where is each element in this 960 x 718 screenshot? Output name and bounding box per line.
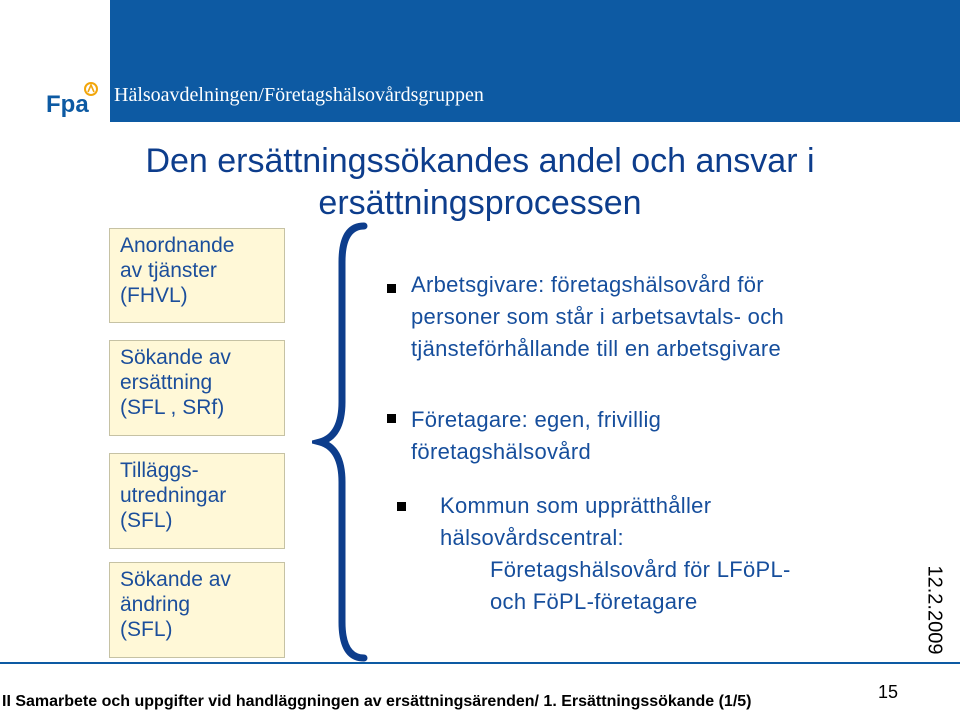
page-number: 15	[878, 682, 899, 702]
stage-line: Tilläggs-	[120, 459, 199, 482]
bullet-line: och FöPL-företagare	[490, 589, 698, 614]
slide-date	[914, 560, 954, 660]
stage-line: Sökande av	[120, 568, 231, 591]
stage-line: ändring	[120, 593, 191, 616]
bullet-line: tjänsteförhållande till en arbetsgivare	[411, 336, 782, 361]
bullet-line: personer som står i arbetsavtals- och	[411, 304, 785, 329]
page-title	[60, 140, 900, 224]
page-title-line2: ersättningsprocessen	[318, 184, 642, 222]
bullet-kommun	[440, 490, 791, 618]
stage-box-fhvl	[109, 228, 285, 323]
stage-line: utredningar	[120, 484, 227, 507]
stage-line: (SFL , SRf)	[120, 396, 225, 419]
bullet-line: Företagare: egen, frivillig	[411, 407, 662, 432]
stage-box-tillaggsutredningar	[109, 453, 285, 549]
curly-brace	[312, 222, 372, 662]
stage-line: (FHVL)	[120, 284, 188, 307]
fpa-logo	[44, 80, 104, 120]
bullet-marker	[387, 284, 396, 293]
page-title-line1: Den ersättningssökandes andel och ansvar i	[145, 142, 815, 180]
bullet-marker	[397, 502, 406, 511]
stage-line: (SFL)	[120, 618, 173, 641]
stage-line: ersättning	[120, 371, 213, 394]
bullet-line: Arbetsgivare: företagshälsovård för	[411, 272, 764, 297]
stage-box-andring	[109, 562, 285, 658]
stage-line: Anordnande	[120, 234, 235, 257]
footer-rule	[0, 662, 960, 664]
bullet-marker	[387, 414, 396, 423]
bullet-line: företagshälsovård	[411, 439, 591, 464]
org-name: Hälsoavdelningen/Företagshälsovårdsgruppen	[114, 84, 484, 106]
stage-line: (SFL)	[120, 509, 173, 532]
header-bar	[0, 0, 960, 124]
slide-date-text: 12.2.2009	[923, 565, 946, 655]
stage-line: av tjänster	[120, 259, 217, 282]
bullet-line: Kommun som upprätthåller	[440, 493, 712, 518]
bullet-foretagare	[411, 404, 661, 468]
fpa-logo-text: Fpa	[46, 91, 89, 118]
bullet-line: Företagshälsovård för LFöPL-	[490, 557, 791, 582]
bullet-line: hälsovårdscentral:	[440, 525, 624, 550]
stage-line: Sökande av	[120, 346, 231, 369]
footer-text: II Samarbete och uppgifter vid handläggningen av ersättningsärenden/ 1. Ersättningssökande (1/5)	[2, 693, 752, 710]
bullet-arbetsgivare	[411, 269, 784, 365]
stage-box-sfl-srf	[109, 340, 285, 436]
